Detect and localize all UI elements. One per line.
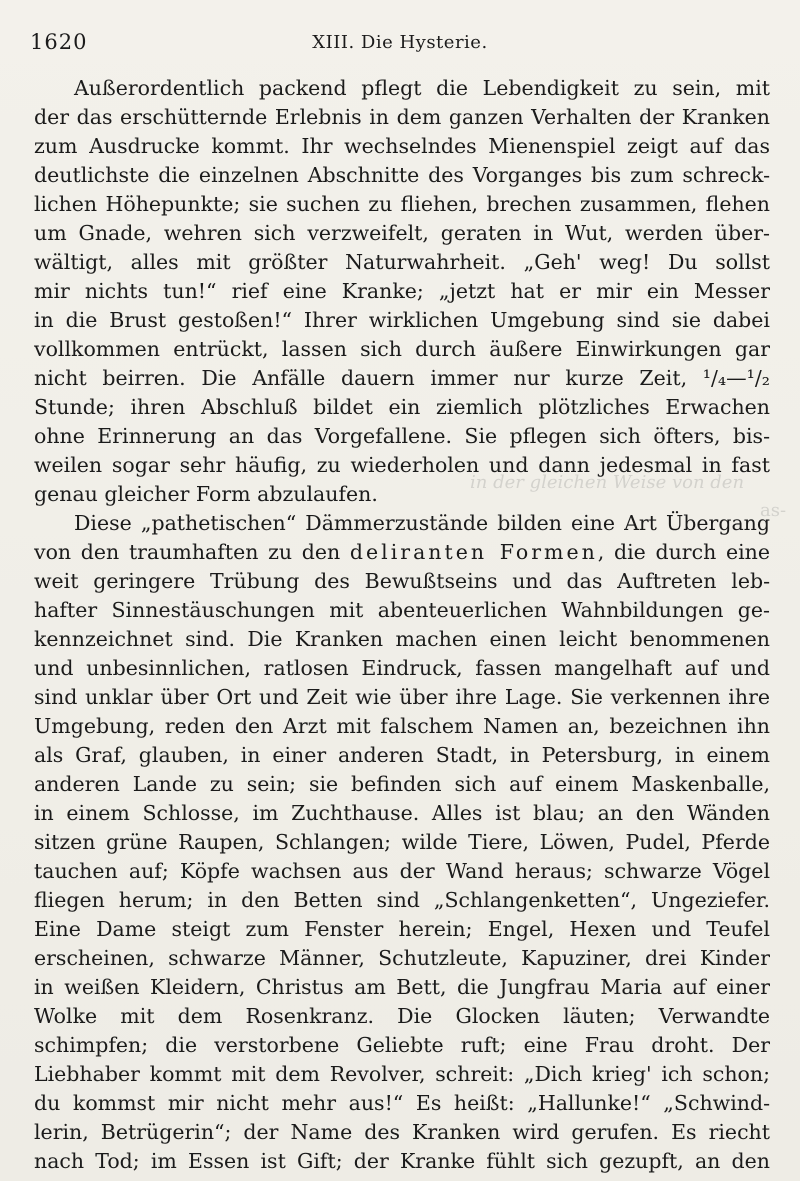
text-line: mir nichts tun!“ rief eine Kranke; „jetzt hat er mir ein Messer (34, 279, 770, 303)
text-line: du kommst mir nicht mehr aus!“ Es heißt: „Hallunke!“ „Schwind- (34, 1091, 770, 1115)
text-line: ohne Erinnerung an das Vorgefallene. Sie pflegen sich öfters, bis- (34, 424, 770, 448)
page-number: 1620 (30, 30, 88, 54)
text-line: Stunde; ihren Abschluß bildet ein ziemlich plötzliches Erwachen (34, 395, 770, 419)
text-line: Eine Dame steigt zum Fenster herein; Engel, Hexen und Teufel (34, 917, 770, 941)
text-line: weit geringere Trübung des Bewußtseins und das Auftreten leb- (34, 569, 770, 593)
text-line: wältigt, alles mit größter Naturwahrheit. „Geh' weg! Du sollst (34, 250, 770, 274)
text-line: tauchen auf; Köpfe wachsen aus der Wand heraus; schwarze Vögel (34, 859, 770, 883)
text-line: der das erschütternde Erlebnis in dem ganzen Verhalten der Kranken (34, 105, 770, 129)
text-line: vollkommen entrückt, lassen sich durch äußere Einwirkungen gar (34, 337, 770, 361)
emphasized-term: deliranten Formen (349, 540, 598, 564)
text-line: lichen Höhepunkte; sie suchen zu fliehen, brechen zusammen, flehen (34, 192, 770, 216)
text-line: Wolke mit dem Rosenkranz. Die Glocken läuten; Verwandte (34, 1004, 770, 1028)
text-line: sitzen grüne Raupen, Schlangen; wilde Tiere, Löwen, Pudel, Pferde (34, 830, 770, 854)
text-line: deutlichste die einzelnen Abschnitte des Vorganges bis zum schreck- (34, 163, 770, 187)
text-line: Umgebung, reden den Arzt mit falschem Namen an, bezeichnen ihn (34, 714, 770, 738)
body-text (34, 74, 770, 1176)
text-line: sind unklar über Ort und Zeit wie über ihre Lage. Sie verkennen ihre (34, 685, 770, 709)
text-line: in weißen Kleidern, Christus am Bett, die Jungfrau Maria auf einer (34, 975, 770, 999)
text-fragment: , die durch eine (597, 540, 770, 564)
text-line: nicht beirren. Die Anfälle dauern immer nur kurze Zeit, ¹/₄—¹/₂ (34, 366, 770, 390)
text-line: hafter Sinnestäuschungen mit abenteuerlichen Wahnbildungen ge- (34, 598, 770, 622)
text-line: Liebhaber kommt mit dem Revolver, schreit: „Dich krieg' ich schon; (34, 1062, 770, 1086)
text-line: Diese „pathetischen“ Dämmerzustände bilden eine Art Übergang (74, 511, 770, 535)
text-line: genau gleicher Form abzulaufen. (34, 482, 378, 506)
bleed-through-text: as- (760, 500, 787, 521)
text-line: um Gnade, wehren sich verzweifelt, geraten in Wut, werden über- (34, 221, 770, 245)
text-fragment: von den traumhaften zu den (34, 540, 350, 564)
text-line: zum Ausdrucke kommt. Ihr wechselndes Mienenspiel zeigt auf das (34, 134, 770, 158)
text-line: und unbesinnlichen, ratlosen Eindruck, fassen mangelhaft auf und (34, 656, 770, 680)
text-line: weilen sogar sehr häufig, zu wiederholen und dann jedesmal in fast (34, 453, 770, 477)
text-line: schimpfen; die verstorbene Geliebte ruft; eine Frau droht. Der (34, 1033, 770, 1057)
text-line: erscheinen, schwarze Männer, Schutzleute, Kapuziner, drei Kinder (34, 946, 770, 970)
bleed-through-text: in der gleichen Weise von den (470, 472, 745, 493)
text-line: als Graf, glauben, in einer anderen Stadt, in Petersburg, in einem (34, 743, 770, 767)
text-line: in einem Schlosse, im Zuchthause. Alles ist blau; an den Wänden (34, 801, 770, 825)
text-line: anderen Lande zu sein; sie befinden sich auf einem Maskenballe, (34, 772, 770, 796)
text-line: in die Brust gestoßen!“ Ihrer wirklichen Umgebung sind sie dabei (34, 308, 770, 332)
text-line: kennzeichnet sind. Die Kranken machen einen leicht benommenen (34, 627, 770, 651)
text-line (34, 538, 770, 567)
running-head (30, 30, 770, 60)
paragraph-1 (34, 74, 770, 509)
paragraph-2 (34, 509, 770, 1176)
text-line: fliegen herum; in den Betten sind „Schlangenketten“, Ungeziefer. (34, 888, 770, 912)
text-line: Außerordentlich packend pflegt die Lebendigkeit zu sein, mit (74, 76, 770, 100)
chapter-title: XIII. Die Hysterie. (312, 32, 488, 53)
text-line: nach Tod; im Essen ist Gift; der Kranke fühlt sich gezupft, an den (34, 1149, 770, 1173)
text-line: lerin, Betrügerin“; der Name des Kranken wird gerufen. Es riecht (34, 1120, 770, 1144)
